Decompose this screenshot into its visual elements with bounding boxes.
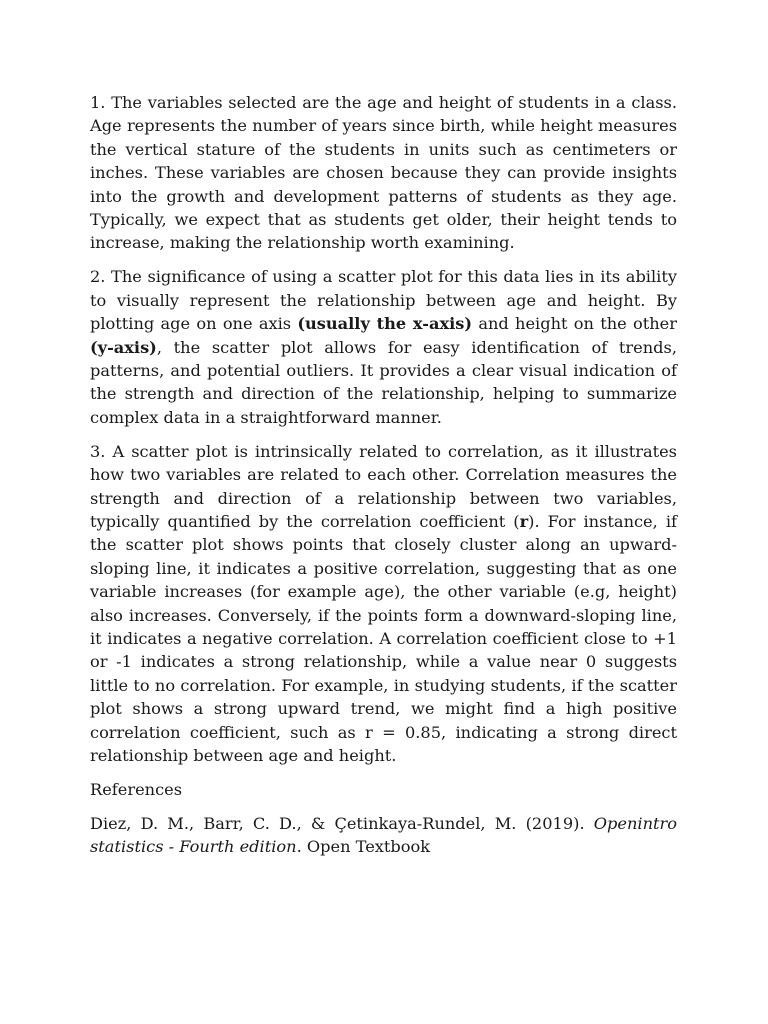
references-heading-text: References: [90, 779, 183, 799]
references-heading: [90, 778, 677, 801]
paragraph-2-text-c: , the scatter plot allows for easy identification of trends, patterns, and potential outliers. It provides a clear visual indication of the strength and direction of the relationship, helping to summarize complex data in a straightforward manner.: [90, 337, 677, 427]
reference-authors: Diez, D. M., Barr, C. D., & Çetinkaya-Rundel, M. (2019).: [90, 813, 594, 833]
paragraph-2-bold-x-axis: (usually the x-axis): [297, 314, 473, 334]
document-body: [90, 91, 677, 869]
paragraph-1-text: 1. The variables selected are the age and height of students in a class. Age represents the number of years since birth, while height measures the vertical stature of the students in units such as centimeters or inches. These variables are chosen because they can provide insights into the growth and development patterns of students as they age. Typically, we expect that as students get older, their height tends to increase, making the relationship worth examining.: [90, 93, 677, 253]
paragraph-3-text-a: 3. A scatter plot is intrinsically related to correlation, as it illustrates how two variables are related to each other. Correlation measures the strength and direction of a relationship between two variables, typically quantified by the correlation coefficient (: [90, 441, 677, 531]
paragraph-2-bold-y-axis: (y-axis): [90, 337, 157, 357]
paragraph-3-bold-r: r: [519, 511, 529, 531]
paragraph-2-text-b: and height on the other: [472, 314, 677, 334]
paragraph-3-text-b: ). For instance, if the scatter plot shows points that closely cluster along an upward-sloping line, it indicates a positive correlation, suggesting that as one variable increases (for example age), the other variable (e.g, height) also increases. Conversely, if the points form a downward-sloping line, it indicates a negative correlation. A correlation coefficient close to +1 or -1 indicates a strong relationship, while a value near 0 suggests little to no correlation. For example, in studying students, if the scatter plot shows a strong upward trend, we might find a high positive correlation coefficient, such as r = 0.85, indicating a strong direct relationship between age and height.: [90, 511, 677, 765]
reference-entry: [90, 812, 677, 859]
paragraph-1: [90, 91, 677, 255]
reference-title: Openintro statistics - Fourth edition: [90, 813, 677, 857]
paragraph-2-text-a: 2. The significance of using a scatter plot for this data lies in its ability to visually represent the relationship between age and height. By plotting age on one axis: [90, 267, 677, 334]
reference-publisher: . Open Textbook: [296, 837, 431, 857]
paragraph-2: [90, 265, 677, 429]
paragraph-3: [90, 440, 677, 768]
